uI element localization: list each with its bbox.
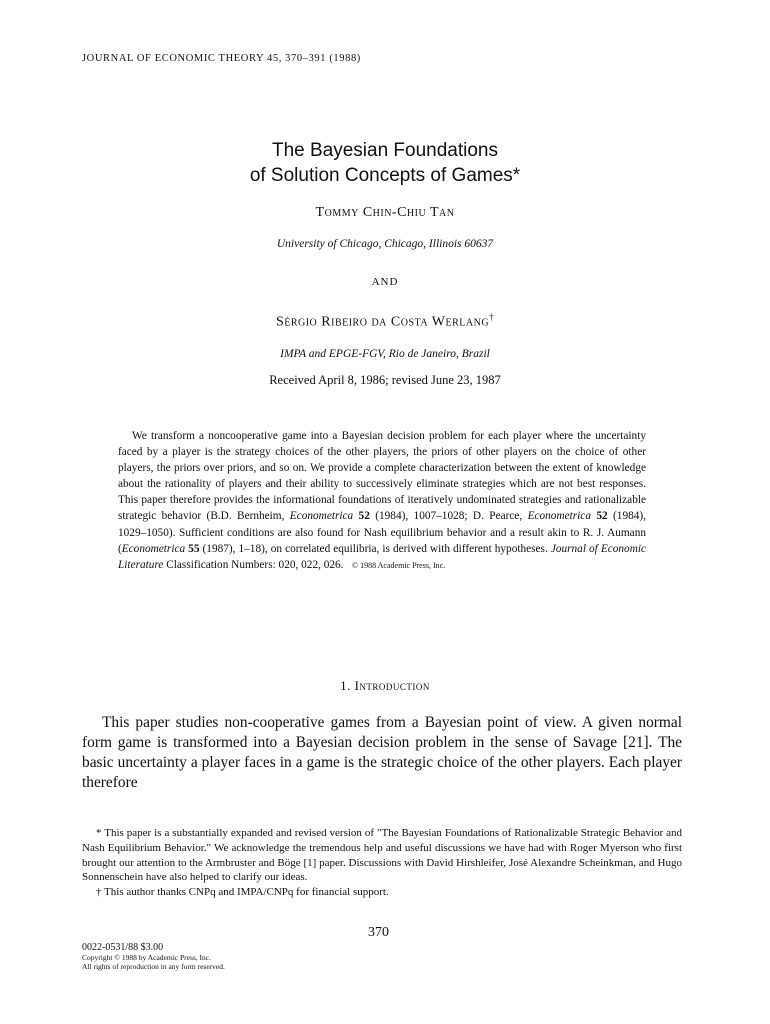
received-date: Received April 8, 1986; revised June 23, 1987 — [269, 373, 501, 387]
jel-journal-name: Journal of Economic Literature — [118, 542, 647, 571]
abstract-copyright: © 1988 Academic Press, Inc. — [352, 560, 446, 570]
running-head: JOURNAL OF ECONOMIC THEORY 45, 370–391 (1988) — [82, 53, 361, 64]
journal-name: Econometrica — [121, 542, 186, 555]
volume-number: 52 — [353, 510, 376, 523]
publication-info — [82, 942, 225, 971]
abstract-text-5: Classification Numbers: 020, 022, 026. — [163, 558, 344, 571]
abstract — [118, 428, 646, 574]
author-1: Tommy Chin-Chiu Tan — [315, 205, 455, 220]
abstract-text-1: We transform a noncooperative game into a Bayesian decision problem for each player where the uncertainty faced by a player is the strategy choices of the other players, the priors of other players on the choice of other players, the priors over priors, and so on. We provide a complete characterization between the extent of knowledge about the rationality of players and their ability to successively eliminate strategies which are not best responses. This paper therefore provides the informational foundations of iteratively undominated strategies and rationalizable strategic behavior (B.D. Bernheim, — [118, 430, 646, 523]
abstract-text-3: (1984), 1029–1050). Sufficient conditions are also found for Nash equilibrium behavior and a result akin to R. J. Aumann ( — [118, 510, 646, 555]
footnotes — [82, 826, 682, 900]
and-separator: AND — [371, 276, 399, 288]
author-2-name: Sérgio Ribeiro da Costa Werlang — [275, 314, 490, 330]
footnote-2: † This author thanks CNPq and IMPA/CNPq for financial support. — [96, 886, 389, 899]
paper-title-line-2: of Solution Concepts of Games* — [249, 165, 521, 186]
affiliation-2: IMPA and EPGE-FGV, Rio de Janeiro, Brazil — [280, 348, 490, 360]
footnote-1: * This paper is a substantially expanded and revised version of "The Bayesian Foundations of Rationalizable Strategic Behavior and Nash Equilibrium Behavior." We acknowledge the tremendous help and useful discussions we have had with Roger Myerson who first brought our attention to the Armbruster and Böge [1] paper. Discussions with David Hirshleifer, José Alexandre Scheinkman, and Hugo Sonnenschein have also helped to clarify our ideas. — [82, 827, 682, 884]
body-text — [82, 713, 682, 793]
copyright-line: Copyright © 1988 by Academic Press, Inc. — [82, 953, 212, 962]
section-heading: 1. Introduction — [340, 678, 430, 693]
issn-price: 0022-0531/88 $3.00 — [82, 942, 164, 953]
page-number: 370 — [368, 925, 389, 940]
author-2 — [0, 312, 770, 331]
rights-line: All rights of reproduction in any form reserved. — [82, 962, 225, 971]
volume-number: 55 — [185, 542, 203, 555]
author-2-footnote-mark: † — [489, 312, 495, 322]
abstract-text-2: (1984), 1007–1028; D. Pearce, — [375, 510, 528, 523]
volume-number: 52 — [590, 510, 614, 523]
abstract-text-4: (1987), 1–18), on correlated equilibria, is derived with different hypotheses. — [202, 542, 551, 555]
affiliation-1: University of Chicago, Chicago, Illinois 60637 — [276, 238, 494, 250]
paper-title-line-1: The Bayesian Foundations — [271, 140, 499, 161]
abstract-paragraph — [118, 428, 646, 574]
body-paragraph: This paper studies non-cooperative games from a Bayesian point of view. A given normal form game is transformed into a Bayesian decision problem in the sense of Savage [21]. The basic uncertainty a player faces in a game is the strategic choice of the other players. Each player therefore — [82, 714, 682, 791]
journal-name: Econometrica — [527, 510, 591, 523]
journal-name: Econometrica — [289, 510, 354, 523]
